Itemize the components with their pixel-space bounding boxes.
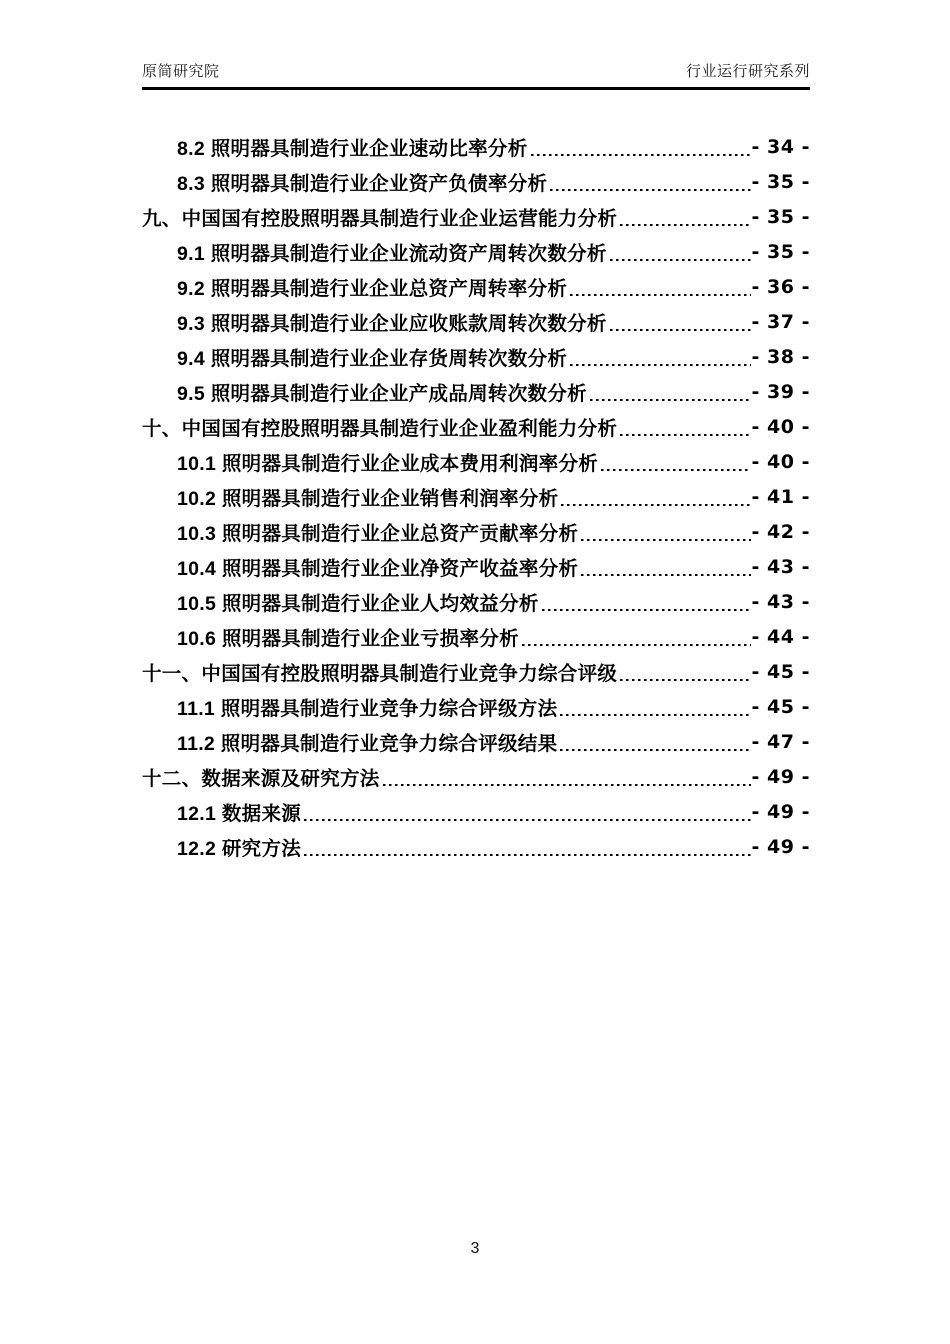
toc-entry-page: - 35 -: [751, 205, 810, 228]
toc-entry-page: - 40 -: [751, 450, 810, 473]
toc-entry-page: - 35 -: [751, 170, 810, 193]
page-footer: [0, 1240, 950, 1258]
toc-entry[interactable]: [142, 829, 810, 864]
toc-entry-page: - 43 -: [751, 555, 810, 578]
toc-dot-leader: [560, 749, 750, 751]
toc-entry[interactable]: [142, 689, 810, 724]
toc-dot-leader: [383, 784, 751, 786]
toc-dot-leader: [542, 609, 751, 611]
toc-entry-page: - 47 -: [751, 730, 810, 753]
toc-dot-leader: [304, 819, 750, 821]
toc-entry-page: - 49 -: [751, 835, 810, 858]
toc-entry[interactable]: [142, 129, 810, 164]
toc-entry-label: 8.2 照明器具制造行业企业速动比率分析: [177, 137, 528, 160]
toc-entry-label: 十二、数据来源及研究方法: [142, 767, 380, 790]
toc-entry[interactable]: [142, 794, 810, 829]
toc-entry-page: - 49 -: [751, 800, 810, 823]
toc-entry-label: 9.3 照明器具制造行业企业应收账款周转次数分析: [177, 312, 607, 335]
toc-dot-leader: [581, 574, 750, 576]
toc-entry-page: - 36 -: [751, 275, 810, 298]
toc-entry-label: 9.2 照明器具制造行业企业总资产周转率分析: [177, 277, 568, 300]
header-divider: [142, 87, 810, 90]
toc-dot-leader: [620, 224, 750, 226]
toc-entry-label: 10.4 照明器具制造行业企业净资产收益率分析: [177, 557, 579, 580]
toc-dot-leader: [522, 644, 751, 646]
toc-entry[interactable]: [142, 409, 810, 444]
toc-dot-leader: [570, 364, 750, 366]
toc-entry[interactable]: [142, 269, 810, 304]
toc-entry-page: - 42 -: [751, 520, 810, 543]
toc-entry-label: 11.2 照明器具制造行业竞争力综合评级结果: [177, 732, 558, 755]
toc-entry-page: - 37 -: [751, 310, 810, 333]
toc-dot-leader: [610, 329, 751, 331]
toc-entry[interactable]: [142, 759, 810, 794]
toc-entry[interactable]: [142, 619, 810, 654]
toc-dot-leader: [620, 679, 750, 681]
toc-entry-label: 10.1 照明器具制造行业企业成本费用利润率分析: [177, 452, 599, 475]
toc-entry[interactable]: [142, 374, 810, 409]
toc-entry-page: - 41 -: [751, 485, 810, 508]
toc-dot-leader: [610, 259, 751, 261]
toc-dot-leader: [560, 714, 750, 716]
toc-entry-label: 9.4 照明器具制造行业企业存货周转次数分析: [177, 347, 568, 370]
toc-entry[interactable]: [142, 199, 810, 234]
footer-page-number: 3: [470, 1240, 480, 1257]
toc-entry-label: 10.6 照明器具制造行业企业亏损率分析: [177, 627, 519, 650]
toc-entry-page: - 45 -: [751, 660, 810, 683]
toc-dot-leader: [590, 399, 751, 401]
toc-entry-page: - 40 -: [751, 415, 810, 438]
header-left-text: 原简研究院: [142, 63, 220, 80]
toc-entry-label: 10.5 照明器具制造行业企业人均效益分析: [177, 592, 539, 615]
toc-entry[interactable]: [142, 304, 810, 339]
toc-dot-leader: [304, 854, 750, 856]
toc-entry-page: - 35 -: [751, 240, 810, 263]
toc-dot-leader: [620, 434, 750, 436]
toc-entry-label: 12.2 研究方法: [177, 837, 302, 860]
toc-entry-page: - 34 -: [751, 135, 810, 158]
toc-entry-label: 11.1 照明器具制造行业竞争力综合评级方法: [177, 697, 558, 720]
header-right-text: 行业运行研究系列: [685, 63, 810, 80]
toc-entry-label: 9.1 照明器具制造行业企业流动资产周转次数分析: [177, 242, 607, 265]
toc-entry-page: - 45 -: [751, 695, 810, 718]
toc-entry-label: 10.2 照明器具制造行业企业销售利润率分析: [177, 487, 559, 510]
toc-entry[interactable]: [142, 234, 810, 269]
toc-entry-label: 8.3 照明器具制造行业企业资产负债率分析: [177, 172, 548, 195]
toc-entry-page: - 49 -: [751, 765, 810, 788]
toc-dot-leader: [531, 154, 751, 156]
toc-entry[interactable]: [142, 514, 810, 549]
toc-dot-leader: [561, 504, 750, 506]
toc-entry-label: 十、中国国有控股照明器具制造行业企业盈利能力分析: [142, 417, 618, 440]
toc-entry-label: 9.5 照明器具制造行业企业产成品周转次数分析: [177, 382, 587, 405]
page-header: [142, 60, 810, 81]
toc-entry[interactable]: [142, 549, 810, 584]
toc-dot-leader: [581, 539, 750, 541]
toc-list: [142, 129, 810, 864]
toc-entry-label: 十一、中国国有控股照明器具制造行业竞争力综合评级: [142, 662, 618, 685]
toc-entry[interactable]: [142, 479, 810, 514]
toc-dot-leader: [550, 189, 750, 191]
toc-entry[interactable]: [142, 444, 810, 479]
toc-entry[interactable]: [142, 339, 810, 374]
toc-entry-label: 10.3 照明器具制造行业企业总资产贡献率分析: [177, 522, 579, 545]
toc-dot-leader: [601, 469, 750, 471]
toc-entry-page: - 38 -: [751, 345, 810, 368]
toc-dot-leader: [570, 294, 750, 296]
toc-entry-label: 12.1 数据来源: [177, 802, 302, 825]
toc-entry[interactable]: [142, 724, 810, 759]
toc-entry-label: 九、中国国有控股照明器具制造行业企业运营能力分析: [142, 207, 618, 230]
toc-entry[interactable]: [142, 164, 810, 199]
toc-entry-page: - 43 -: [751, 590, 810, 613]
toc-entry-page: - 44 -: [751, 625, 810, 648]
toc-entry[interactable]: [142, 654, 810, 689]
toc-entry-page: - 39 -: [751, 380, 810, 403]
toc-entry[interactable]: [142, 584, 810, 619]
